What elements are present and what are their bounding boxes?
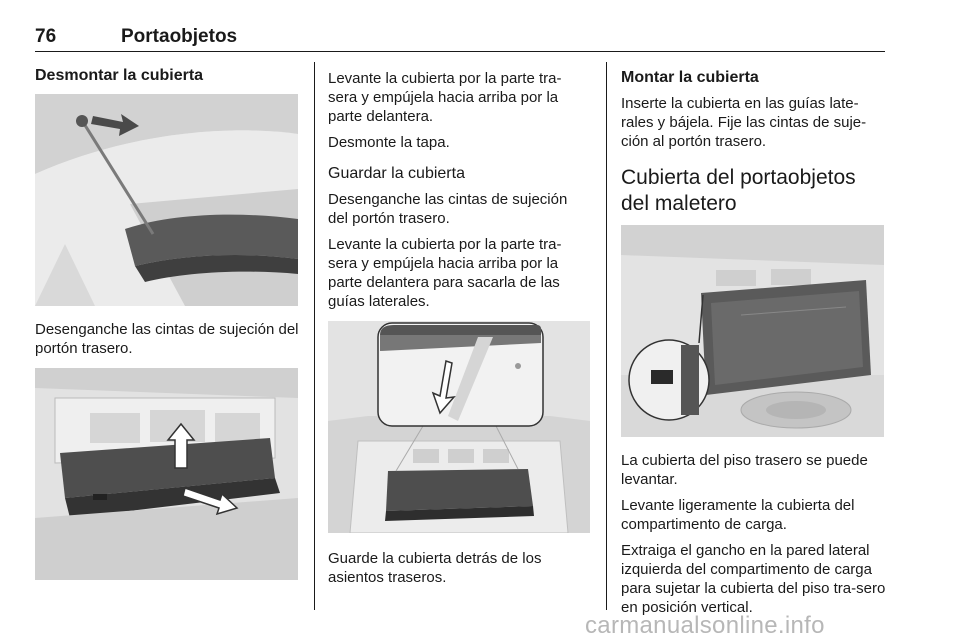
paragraph: Desenganche las cintas de sujeción del portón trasero. <box>328 191 568 227</box>
illustration-tailgate-strap <box>35 94 298 306</box>
column-divider <box>606 62 607 610</box>
section-heading-store-cover: Guardar la cubierta <box>328 165 465 182</box>
paragraph: Levante ligeramente la cubierta del compartimento de carga. <box>621 497 855 533</box>
page-header <box>35 24 885 52</box>
column-1 <box>35 60 301 580</box>
page-number: 76 <box>35 26 57 47</box>
paragraph: La cubierta del piso trasero se puede levantar. <box>621 452 868 488</box>
illustration-floor-cover-vertical <box>621 225 884 437</box>
chapter-title: Portaobjetos <box>121 26 238 47</box>
paragraph: Inserte la cubierta en las guías late-rales y bájela. Fije las cintas de suje-ción al portón trasero. <box>621 95 867 150</box>
paragraph: Levante la cubierta por la parte tra-sera y empújela hacia arriba por la parte delantera para sacarla de las guías laterales. <box>328 236 562 310</box>
illustration-store-cover-behind-seats <box>328 321 590 533</box>
paragraph: Desmonte la tapa. <box>328 134 450 151</box>
section-heading-install-cover: Montar la cubierta <box>621 69 759 86</box>
column-divider <box>314 62 315 610</box>
paragraph: Guarde la cubierta detrás de los asientos traseros. <box>328 550 542 586</box>
illustration-cargo-cover-lift <box>35 368 298 580</box>
section-heading-remove-cover: Desmontar la cubierta <box>35 67 204 84</box>
watermark: carmanualsonline.info <box>585 612 825 639</box>
column-3 <box>621 60 887 624</box>
section-heading-load-compartment-floor: Cubierta del portaobjetos del maletero <box>621 166 856 215</box>
paragraph: Levante la cubierta por la parte tra-sera y empújela hacia arriba por la parte delantera. <box>328 70 562 125</box>
paragraph: Extraiga el gancho en la pared lateral izquierda del compartimento de carga para sujetar la cubierta del piso tra-sero en posición vertical. <box>621 542 886 616</box>
paragraph: Desenganche las cintas de sujeción del portón trasero. <box>35 321 299 357</box>
column-2 <box>328 60 590 594</box>
